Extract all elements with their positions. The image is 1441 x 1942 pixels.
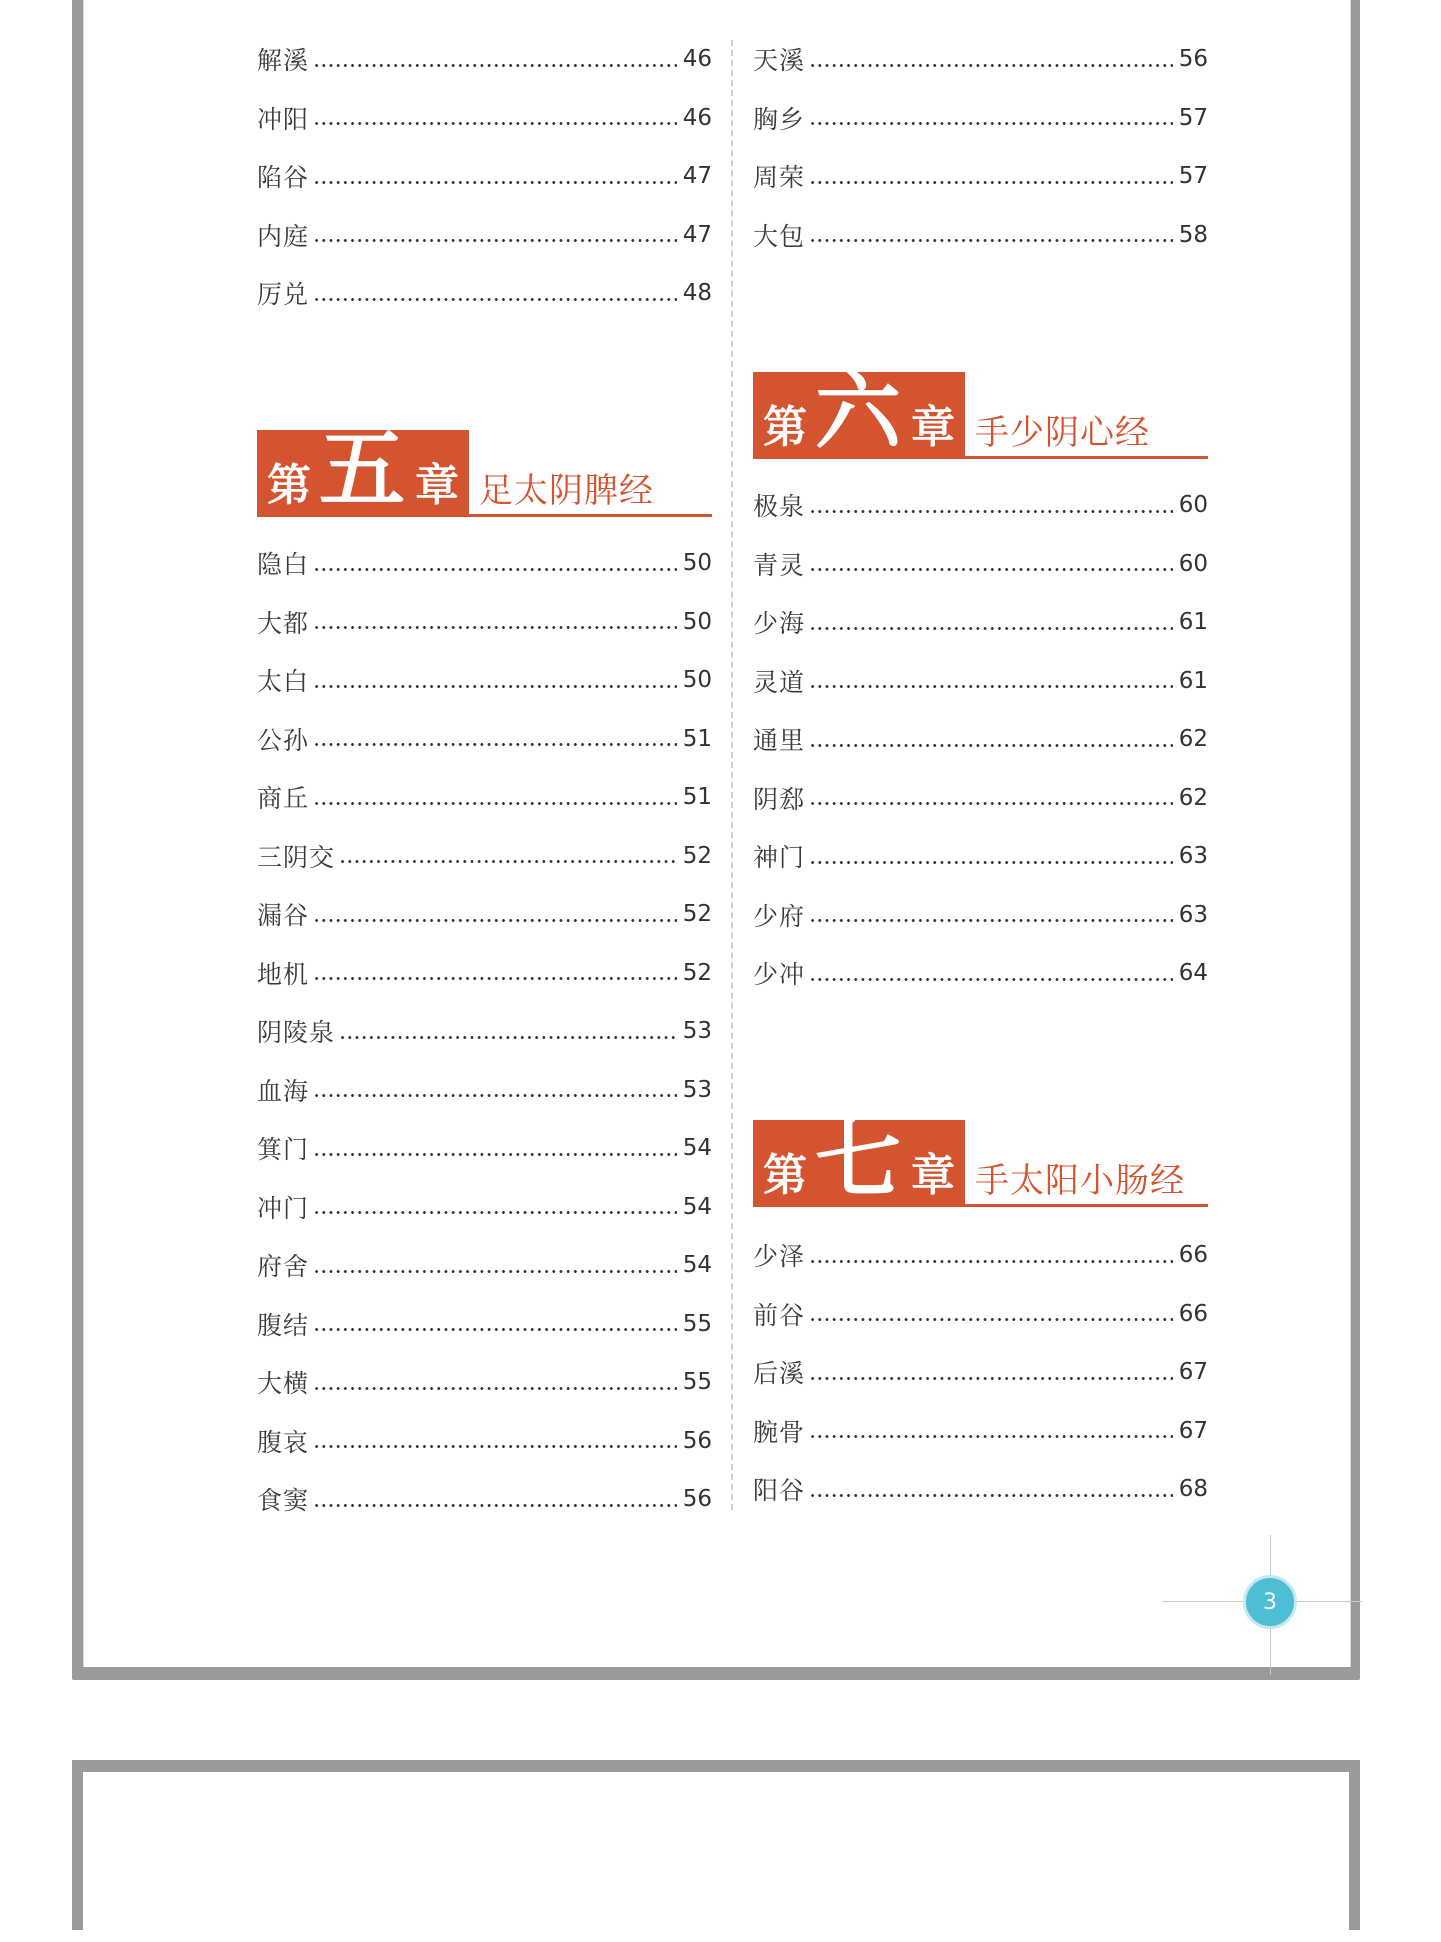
toc-entry-name: 后溪 [753,1359,806,1389]
toc-entry-name: 极泉 [753,492,806,522]
dot-leader [809,744,1173,747]
toc-entry-name: 冲门 [257,1193,310,1223]
toc-entry-page: 47 [682,221,712,248]
toc-entry [257,885,712,944]
toc-entry-page: 50 [682,550,712,577]
toc-entry [257,710,712,769]
toc-entry [753,886,1208,945]
toc-entry-page: 55 [682,1369,712,1396]
toc-entry-name: 阴陵泉 [257,1018,336,1048]
toc-entry [753,535,1208,594]
toc-entry-page: 51 [682,725,712,752]
chapter-prefix: 第 [763,402,807,453]
toc-entry [257,1470,712,1529]
toc-entry-name: 商丘 [257,784,310,814]
dot-leader [313,626,677,629]
next-document-page [83,1772,1349,1942]
chapter-suffix: 章 [911,402,955,453]
chapter-7-title: 手太阳小肠经 [975,1161,1185,1201]
toc-entry-name: 箕门 [257,1135,310,1165]
chapter-6-header [753,360,1208,462]
dot-leader [809,685,1173,688]
chapter-5-header [257,418,712,520]
dot-leader [809,1377,1173,1380]
dot-leader [339,860,677,863]
toc-entry [753,30,1208,89]
dot-leader [809,1260,1173,1263]
toc-entry-page: 60 [1178,550,1208,577]
toc-entry-name: 食窦 [257,1486,310,1516]
chapter-suffix: 章 [911,1150,955,1201]
dot-leader [809,181,1173,184]
dot-leader [313,1153,677,1156]
toc-entry-name: 少冲 [753,960,806,990]
toc-list-right-top [753,30,1208,264]
toc-entry-name: 隐白 [257,550,310,580]
toc-entry-name: 少泽 [753,1242,806,1272]
toc-entry [753,710,1208,769]
toc-entry [257,89,712,148]
dot-leader [809,978,1173,981]
dot-leader [313,1504,677,1507]
dot-leader [809,627,1173,630]
dot-leader [313,802,677,805]
dot-leader [313,1328,677,1331]
toc-entry-name: 青灵 [753,550,806,580]
toc-entry-page: 63 [1178,901,1208,928]
toc-list-chapter-5 [257,534,712,1529]
toc-entry-page: 47 [682,163,712,190]
toc-entry-name: 周荣 [753,163,806,193]
dot-leader [339,1036,677,1039]
dot-leader [313,64,677,67]
toc-entry-page: 57 [1178,104,1208,131]
toc-entry-page: 61 [1178,609,1208,636]
toc-entry-page: 60 [1178,492,1208,519]
dot-leader [313,1387,677,1390]
toc-entry-page: 53 [682,1076,712,1103]
toc-entry [257,593,712,652]
toc-entry-page: 61 [1178,667,1208,694]
toc-entry-name: 少海 [753,609,806,639]
toc-entry-page: 67 [1178,1359,1208,1386]
toc-entry [753,769,1208,828]
toc-entry [257,1002,712,1061]
toc-entry [257,1412,712,1471]
chapter-6-title: 手少阴心经 [975,413,1150,453]
toc-entry [753,944,1208,1003]
dot-leader [313,685,677,688]
toc-entry-page: 62 [1178,726,1208,753]
toc-entry [257,944,712,1003]
toc-entry-page: 54 [682,1193,712,1220]
toc-entry [257,1236,712,1295]
toc-entry-page: 46 [682,104,712,131]
toc-entry [257,1178,712,1237]
dot-leader [313,122,677,125]
toc-entry-name: 腕骨 [753,1417,806,1447]
dot-leader [809,122,1173,125]
dot-leader [313,743,677,746]
dot-leader [313,181,677,184]
toc-entry-name: 阳谷 [753,1476,806,1506]
dot-leader [313,919,677,922]
toc-entry [257,1119,712,1178]
dot-leader [809,64,1173,67]
toc-entry-name: 陷谷 [257,163,310,193]
toc-entry [257,1061,712,1120]
dot-leader [809,510,1173,513]
chapter-number: 七 [815,1108,901,1210]
toc-entry [753,1226,1208,1285]
toc-entry-name: 通里 [753,726,806,756]
toc-entry [753,1460,1208,1519]
toc-entry-page: 67 [1178,1417,1208,1444]
chapter-7-header [753,1108,1208,1210]
toc-entry-page: 55 [682,1310,712,1337]
toc-entry-page: 56 [1178,46,1208,73]
toc-entry-name: 腹结 [257,1310,310,1340]
toc-entry-page: 57 [1178,163,1208,190]
toc-entry-name: 灵道 [753,667,806,697]
chapter-7-badge [753,1108,965,1210]
dot-leader [809,802,1173,805]
toc-entry-name: 漏谷 [257,901,310,931]
dot-leader [313,1270,677,1273]
toc-entry-page: 58 [1178,221,1208,248]
toc-entry [753,89,1208,148]
toc-entry-page: 52 [682,959,712,986]
toc-entry-name: 大包 [753,221,806,251]
chapter-5-title: 足太阴脾经 [479,471,654,511]
chapter-5-badge [257,418,469,520]
toc-entry-page: 62 [1178,784,1208,811]
dot-leader [809,919,1173,922]
toc-entry-page: 46 [682,46,712,73]
toc-entry [257,768,712,827]
dot-leader [313,1445,677,1448]
page-number-badge: 3 [1243,1575,1297,1629]
toc-entry-page: 52 [682,842,712,869]
toc-list-left-top [257,30,712,323]
toc-entry-name: 前谷 [753,1300,806,1330]
toc-entry [753,206,1208,265]
toc-entry-page: 48 [682,280,712,307]
chapter-number: 六 [815,360,901,462]
toc-entry [257,147,712,206]
toc-entry-name: 大都 [257,608,310,638]
dot-leader [313,568,677,571]
toc-entry-name: 天溪 [753,46,806,76]
toc-entry-page: 53 [682,1018,712,1045]
toc-entry [753,827,1208,886]
toc-entry-name: 血海 [257,1076,310,1106]
chapter-number: 五 [319,418,405,520]
chapter-6-badge [753,360,965,462]
toc-entry-page: 54 [682,1135,712,1162]
toc-entry-page: 56 [682,1486,712,1513]
toc-entry-name: 内庭 [257,221,310,251]
dot-leader [809,568,1173,571]
toc-entry [753,1402,1208,1461]
toc-entry-name: 少府 [753,901,806,931]
toc-entry-page: 54 [682,1252,712,1279]
toc-list-chapter-7 [753,1226,1208,1519]
dot-leader [809,1435,1173,1438]
toc-entry [257,651,712,710]
chapter-suffix: 章 [415,460,459,511]
toc-entry [753,1343,1208,1402]
toc-entry-page: 64 [1178,960,1208,987]
toc-entry-page: 50 [682,608,712,635]
toc-entry [257,1295,712,1354]
toc-entry-name: 胸乡 [753,104,806,134]
toc-entry-page: 66 [1178,1242,1208,1269]
toc-entry-page: 51 [682,784,712,811]
toc-entry [753,1285,1208,1344]
dot-leader [809,1318,1173,1321]
column-divider [731,40,733,1510]
toc-entry [257,206,712,265]
toc-entry-name: 地机 [257,959,310,989]
toc-entry [753,593,1208,652]
toc-entry [257,534,712,593]
chapter-prefix: 第 [267,460,311,511]
toc-entry-page: 52 [682,901,712,928]
toc-entry-name: 公孙 [257,725,310,755]
toc-entry-name: 太白 [257,667,310,697]
dot-leader [313,977,677,980]
toc-entry [753,476,1208,535]
toc-entry [753,147,1208,206]
toc-entry-page: 56 [682,1427,712,1454]
toc-entry-name: 阴郄 [753,784,806,814]
dot-leader [313,1094,677,1097]
toc-entry-name: 三阴交 [257,842,336,872]
dot-leader [809,1494,1173,1497]
toc-entry [257,827,712,886]
toc-entry-page: 68 [1178,1476,1208,1503]
toc-entry [257,264,712,323]
toc-entry-name: 大横 [257,1369,310,1399]
dot-leader [809,861,1173,864]
dot-leader [809,239,1173,242]
toc-entry [257,30,712,89]
dot-leader [313,239,677,242]
toc-entry-name: 冲阳 [257,104,310,134]
toc-entry-name: 腹哀 [257,1427,310,1457]
toc-entry [257,1353,712,1412]
toc-entry-name: 府舍 [257,1252,310,1282]
toc-list-chapter-6 [753,476,1208,1003]
toc-entry-page: 50 [682,667,712,694]
toc-entry-name: 神门 [753,843,806,873]
toc-entry-page: 63 [1178,843,1208,870]
chapter-prefix: 第 [763,1150,807,1201]
toc-entry-page: 66 [1178,1300,1208,1327]
toc-entry-name: 厉兑 [257,280,310,310]
toc-entry-name: 解溪 [257,46,310,76]
toc-entry [753,652,1208,711]
dot-leader [313,1211,677,1214]
dot-leader [313,298,677,301]
